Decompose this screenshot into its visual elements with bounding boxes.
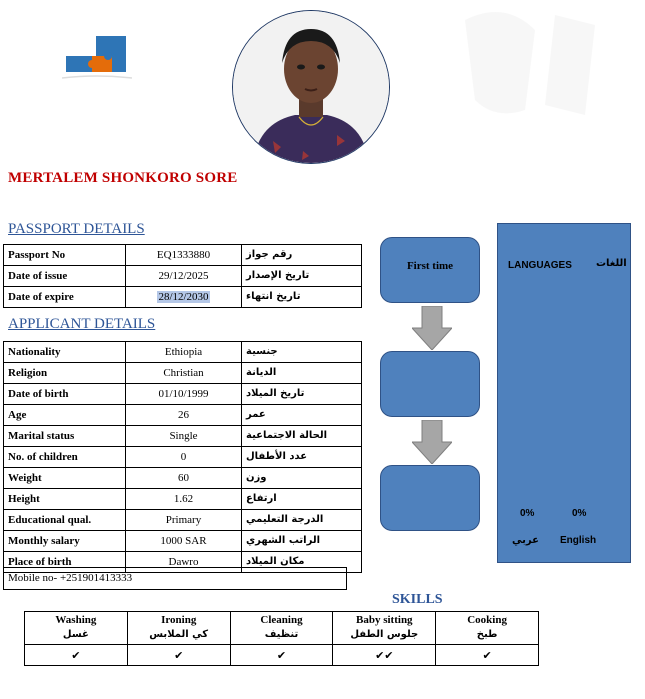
row-label: Educational qual. [4,510,126,531]
table-row [4,531,362,552]
row-label: No. of children [4,447,126,468]
skill-name: Cooking [467,614,507,626]
row-arabic-label: تاريخ انتهاء [242,287,362,308]
skill-name: Washing [55,614,97,626]
language-percent: 0% [572,508,587,519]
row-label: Height [4,489,126,510]
row-value: 0 [126,447,242,468]
skills-section-title: SKILLS [392,592,443,607]
watermark-graphic [445,0,615,130]
language-name: عربي [512,535,539,546]
table-row [4,405,362,426]
row-arabic-label: تاريخ الميلاد [242,384,362,405]
row-value: EQ1333880 [126,245,242,266]
row-value: Ethiopia [126,342,242,363]
down-arrow-icon [412,306,452,350]
languages-panel [497,223,631,563]
applicant-table [3,341,362,573]
skill-name-arabic: جلوس الطفل [350,629,419,640]
candidate-name: MERTALEM SHONKORO SORE [8,170,238,186]
table-row [4,426,362,447]
language-name: English [560,535,597,546]
skill-name: Baby sitting [356,614,413,626]
passport-section-title: PASSPORT DETAILS [8,221,145,237]
row-value: 1.62 [126,489,242,510]
row-label: Nationality [4,342,126,363]
row-arabic-label: الديانة [242,363,362,384]
skills-table [24,611,539,666]
table-row [4,510,362,531]
skill-name-arabic: تنظيف [264,629,299,640]
table-row [4,342,362,363]
row-value: 1000 SAR [126,531,242,552]
skill-cell [436,612,539,645]
row-arabic-label: ارتفاع [242,489,362,510]
row-label: Date of expire [4,287,126,308]
languages-title: LANGUAGES [508,260,572,271]
row-label: Date of issue [4,266,126,287]
row-label: Monthly salary [4,531,126,552]
skill-check-icon: ✔ [436,645,539,666]
row-label: Marital status [4,426,126,447]
row-value: 60 [126,468,242,489]
experience-box-label: First time [406,260,454,272]
row-value: Single [126,426,242,447]
experience-box-3 [380,465,480,531]
row-arabic-label: رقم جواز [242,245,362,266]
experience-box-2 [380,351,480,417]
down-arrow-icon [412,420,452,464]
mobile-number: Mobile no- +251901413333 [3,567,347,590]
row-label: Weight [4,468,126,489]
row-label: Age [4,405,126,426]
skill-cell [333,612,436,645]
row-value: Christian [126,363,242,384]
skill-check-icon: ✔✔ [333,645,436,666]
languages-title-arabic: اللغات [596,258,627,269]
row-value: Dawro [126,552,242,573]
highlighted-value: 28/12/2030 [158,291,209,303]
table-row [4,287,362,308]
table-row [4,447,362,468]
skill-cell [25,612,128,645]
company-logo [62,34,132,80]
row-arabic-label: تاريخ الإصدار [242,266,362,287]
applicant-section-title: APPLICANT DETAILS [8,316,156,332]
experience-box-1 [380,237,480,303]
skill-check-icon: ✔ [230,645,333,666]
skill-name-arabic: طبخ [476,629,498,640]
row-label: Religion [4,363,126,384]
skill-name-arabic: كي الملابس [149,629,209,640]
row-arabic-label: مكان الميلاد [242,552,362,573]
table-row [4,266,362,287]
skills-tick-row [25,645,539,666]
table-row [4,245,362,266]
passport-table [3,244,362,308]
row-value: 26 [126,405,242,426]
skill-check-icon: ✔ [25,645,128,666]
skill-name-arabic: غسل [62,629,89,640]
row-value: 01/10/1999 [126,384,242,405]
candidate-photo [232,10,390,164]
row-arabic-label: الراتب الشهري [242,531,362,552]
row-value: Primary [126,510,242,531]
row-value: 29/12/2025 [126,266,242,287]
table-row [4,363,362,384]
table-row [4,468,362,489]
row-arabic-label: الحالة الاجتماعية [242,426,362,447]
row-label: Passport No [4,245,126,266]
row-value [126,287,242,308]
skills-header-row [25,612,539,645]
portrait-image [233,11,389,163]
row-arabic-label: عدد الأطفال [242,447,362,468]
skill-cell [230,612,333,645]
language-percent: 0% [520,508,535,519]
table-row [4,384,362,405]
skill-name: Ironing [161,614,197,626]
row-arabic-label: وزن [242,468,362,489]
table-row [4,489,362,510]
row-arabic-label: الدرجة التعليمي [242,510,362,531]
row-arabic-label: جنسية [242,342,362,363]
skill-check-icon: ✔ [127,645,230,666]
row-label: Date of birth [4,384,126,405]
row-arabic-label: عمر [242,405,362,426]
row-label: Place of birth [4,552,126,573]
skill-name: Cleaning [260,614,303,626]
skill-cell [127,612,230,645]
